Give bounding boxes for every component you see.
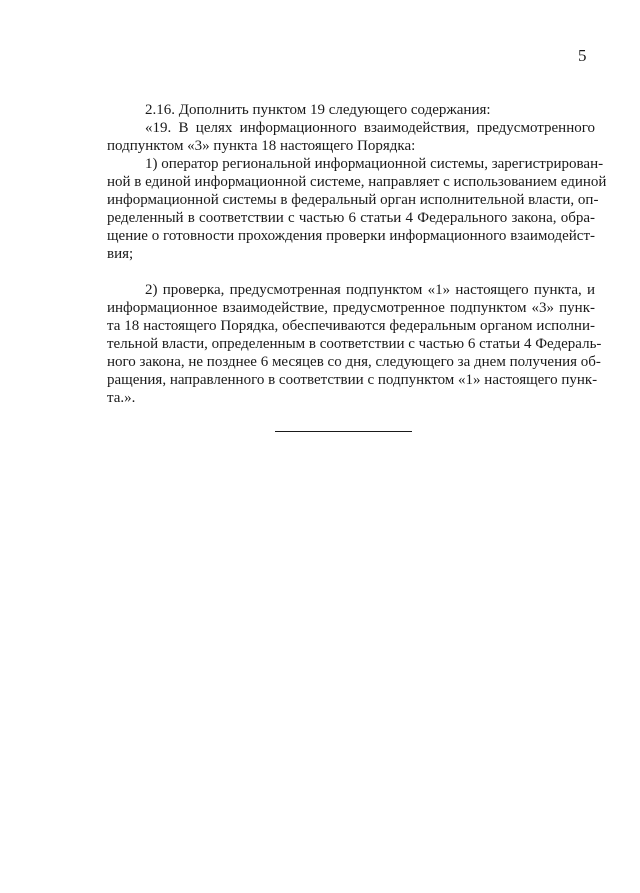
text-line: щение о готовности прохождения проверки информационного взаимодейст- (107, 228, 595, 244)
page-number: 5 (578, 46, 587, 65)
text-line: 2) проверка, предусмотренная подпунктом «1» настоящего пункта, и (145, 282, 595, 298)
text-line: подпунктом «3» пункта 18 настоящего Порядка: (107, 138, 416, 154)
text-line: ределенный в соответствии с частью 6 статьи 4 Федерального закона, обра- (107, 210, 595, 226)
text-line: информационное взаимодействие, предусмотренное подпунктом «3» пунк- (107, 300, 595, 316)
text-line: ного закона, не позднее 6 месяцев со дня, следующего за днем получения об- (107, 354, 601, 370)
text-line: информационной системы в федеральный орган исполнительной власти, оп- (107, 192, 599, 208)
text-line: та.». (107, 390, 136, 406)
text-line: 2.16. Дополнить пунктом 19 следующего содержания: (145, 102, 491, 118)
document-body (107, 101, 607, 407)
text-line: 1) оператор региональной информационной системы, зарегистрирован- (145, 156, 604, 172)
text-line: вия; (107, 246, 134, 262)
text-line: ной в единой информационной системе, направляет с использованием единой (107, 174, 607, 190)
text-line: «19. В целях информационного взаимодействия, предусмотренного (145, 120, 595, 136)
paragraph-gap (107, 263, 595, 281)
text-line: та 18 настоящего Порядка, обеспечиваются федеральным органом исполни- (107, 318, 595, 334)
text-line: тельной власти, определенным в соответствии с частью 6 статьи 4 Федераль- (107, 336, 602, 352)
end-divider (275, 431, 412, 432)
text-line: ращения, направленного в соответствии с подпунктом «1» настоящего пунк- (107, 372, 598, 388)
